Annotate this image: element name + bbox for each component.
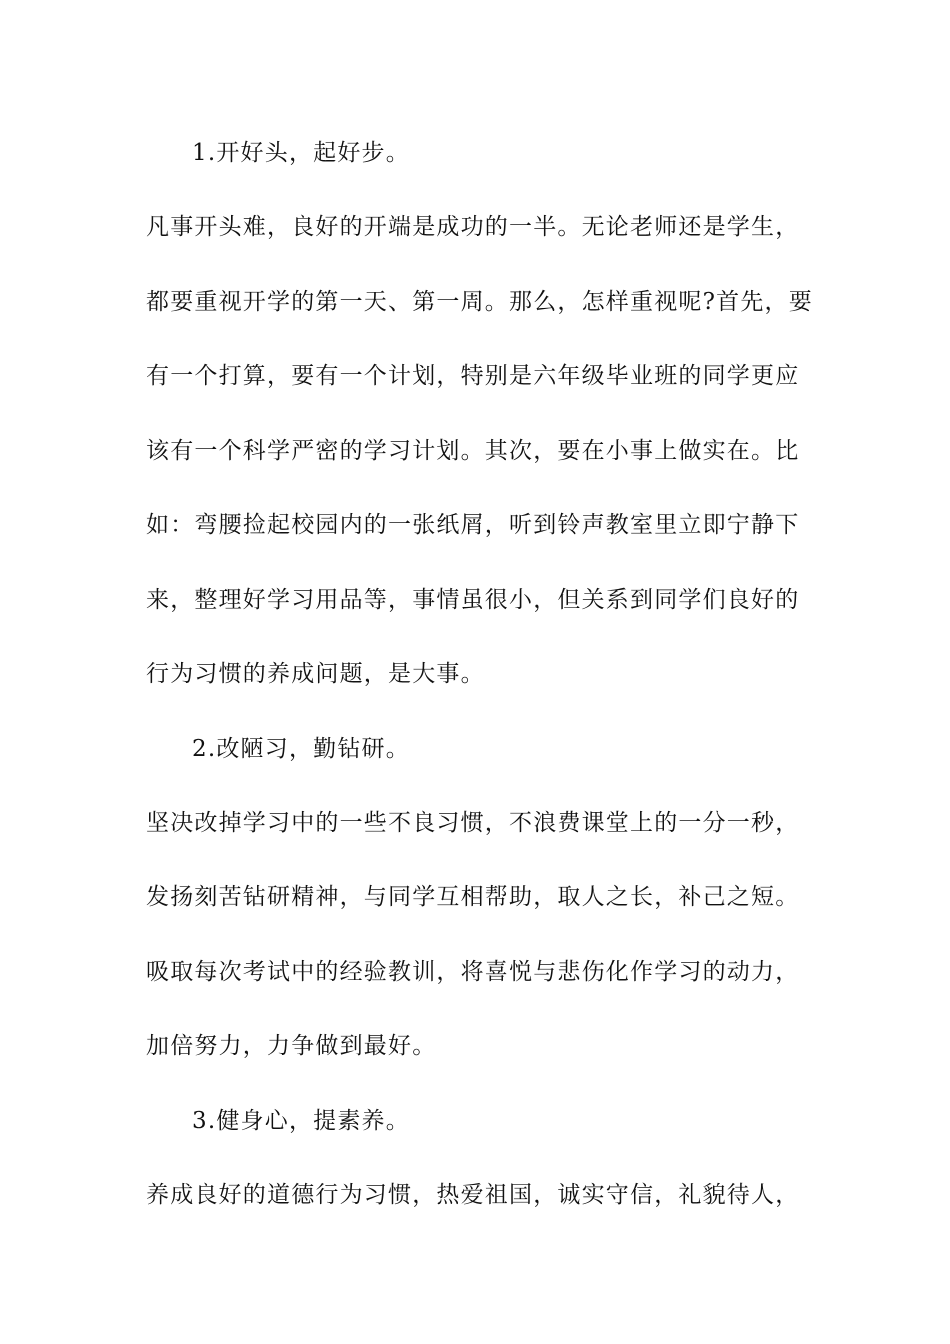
- paragraph-line: 加倍努力，力争做到最好。: [146, 1033, 437, 1059]
- paragraph-line: 该有一个科学严密的学习计划。其次，要在小事上做实在。比: [146, 438, 800, 464]
- paragraph-line: 行为习惯的养成问题，是大事。: [146, 661, 485, 687]
- section-heading-1: 1.开好头，起好步。: [192, 140, 410, 166]
- section-heading-3: 3.健身心，提素养。: [192, 1108, 410, 1134]
- paragraph-line: 如：弯腰捡起校园内的一张纸屑，听到铃声教室里立即宁静下: [146, 512, 800, 538]
- paragraph-line: 养成良好的道德行为习惯，热爱祖国，诚实守信，礼貌待人，: [146, 1182, 800, 1208]
- paragraph-line: 吸取每次考试中的经验教训，将喜悦与悲伤化作学习的动力，: [146, 959, 800, 985]
- section-heading-2: 2.改陋习，勤钻研。: [192, 736, 410, 762]
- paragraph-line: 发扬刻苦钻研精神，与同学互相帮助，取人之长，补己之短。: [146, 884, 800, 910]
- paragraph-line: 凡事开头难，良好的开端是成功的一半。无论老师还是学生，: [146, 214, 800, 240]
- paragraph-line: 坚决改掉学习中的一些不良习惯，不浪费课堂上的一分一秒，: [146, 810, 800, 836]
- paragraph-line: 都要重视开学的第一天、第一周。那么，怎样重视呢?首先，要: [146, 289, 813, 315]
- paragraph-line: 有一个打算，要有一个计划，特别是六年级毕业班的同学更应: [146, 363, 800, 389]
- paragraph-line: 来，整理好学习用品等，事情虽很小，但关系到同学们良好的: [146, 587, 800, 613]
